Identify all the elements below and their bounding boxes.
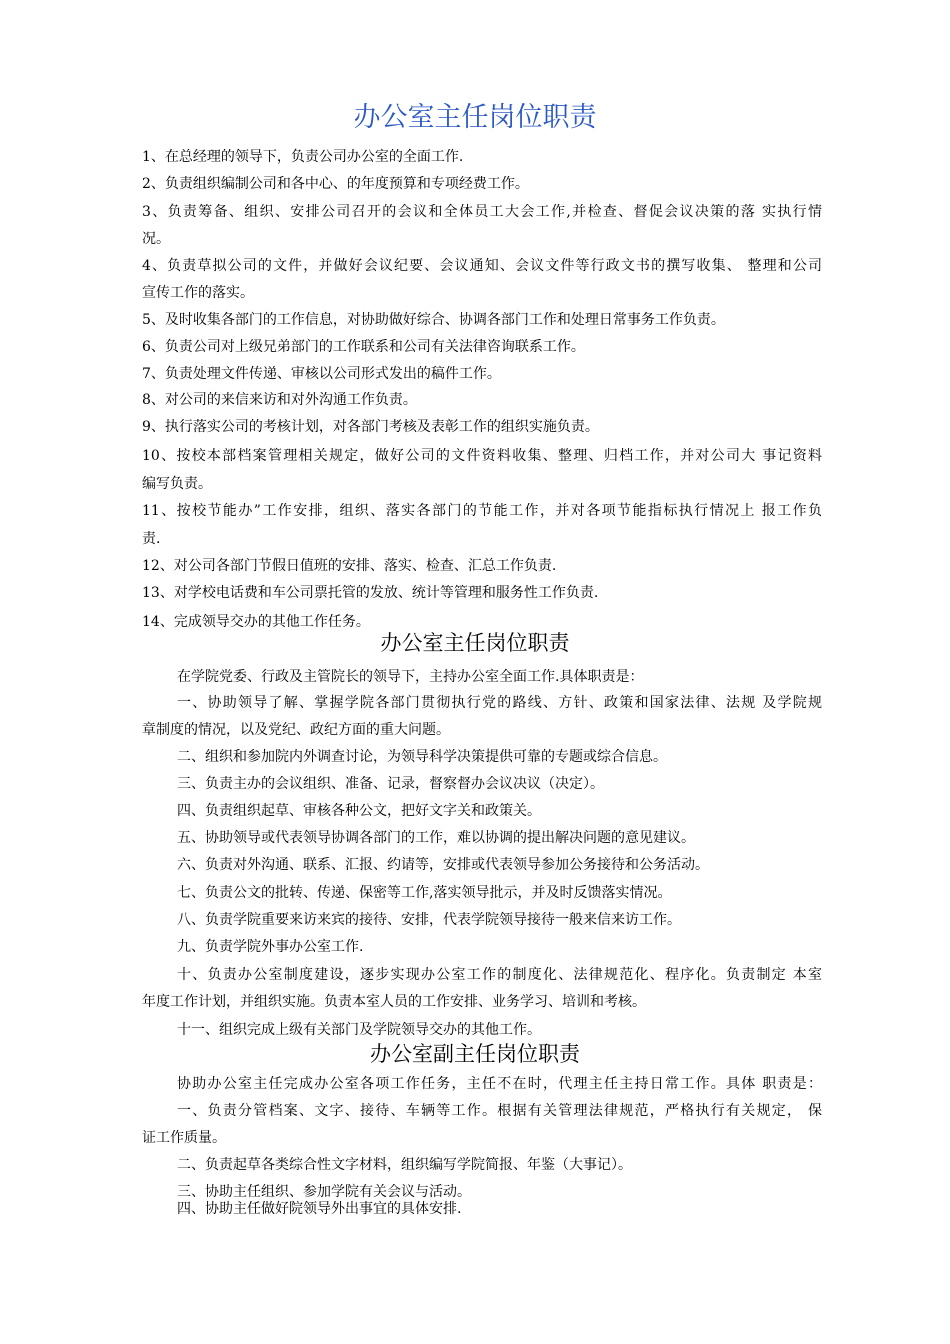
s1-line-1: 1、在总经理的领导下，负责公司办公室的全面工作.: [142, 149, 464, 165]
section3-title: 办公室副主任岗位职责: [370, 1042, 580, 1066]
s3-item-2: 二、负责起草各类综合性文字材料，组织编写学院简报、年鉴（大事记）。: [177, 1157, 632, 1173]
s2-item-11: 十一、组织完成上级有关部门及学院领导交办的其他工作。: [177, 1022, 541, 1038]
s1-line-2: 2、负责组织编制公司和各中心、的年度预算和专项经费工作。: [142, 176, 529, 192]
s1-line-4: 4、负责草拟公司的文件，并做好会议纪要、会议通知、会议文件等行政文书的撰写收集、 整理和公司: [142, 258, 822, 274]
s2-intro: 在学院党委、行政及主管院长的领导下，主持办公室全面工作.具体职责是：: [177, 669, 644, 685]
s2-item-4: 四、负责组织起草、审核各种公文，把好文字关和政策关。: [177, 803, 541, 819]
s3-item-3: 三、协助主任组织、参加学院有关会议与活动。: [177, 1184, 471, 1200]
s2-item-3: 三、负责主办的会议组织、准备、记录，督察督办会议决议（决定）。: [177, 776, 604, 792]
s2-item-9: 九、负责学院外事办公室工作.: [177, 939, 364, 955]
s2-item-6: 六、负责对外沟通、联系、汇报、约请等，安排或代表领导参加公务接待和公务活动。: [177, 857, 709, 873]
s2-item-1: 一、协助领导了解、掌握学院各部门贯彻执行党的路线、方针、政策和国家法律、法规 及学院规: [177, 695, 822, 711]
s3-intro: 协助办公室主任完成办公室各项工作任务，主任不在时，代理主任主持日常工作。具体 职责是：: [177, 1076, 822, 1092]
section1-title: 办公室主任岗位职责: [353, 102, 597, 133]
s1-line-6: 6、负责公司对上级兄弟部门的工作联系和公司有关法律咨询联系工作。: [142, 339, 585, 355]
s1-line-14: 14、完成领导交办的其他工作任务。: [142, 614, 370, 630]
s1-line-9: 9、执行落实公司的考核计划，对各部门考核及表彰工作的组织实施负责。: [142, 419, 599, 435]
s2-item-1-cont: 章制度的情况，以及党纪、政纪方面的重大问题。: [142, 722, 450, 738]
s1-line-7: 7、负责处理文件传递、审核以公司形式发出的稿件工作。: [142, 366, 501, 382]
s2-item-2: 二、组织和参加院内外调查讨论，为领导科学决策提供可靠的专题或综合信息。: [177, 749, 667, 765]
s1-line-3-cont: 况。: [142, 231, 170, 247]
s2-item-10: 十、负责办公室制度建设，逐步实现办公室工作的制度化、法律规范化、程序化。负责制定 本室: [177, 967, 822, 983]
s3-item-1-cont: 证工作质量。: [142, 1130, 226, 1146]
s3-item-1: 一、负责分管档案、文字、接待、车辆等工作。根据有关管理法律规范，严格执行有关规定， 保: [177, 1103, 822, 1119]
section2-title: 办公室主任岗位职责: [380, 631, 570, 655]
s2-item-7: 七、负责公文的批转、传递、保密等工作,落实领导批示，并及时反馈落实情况。: [177, 885, 672, 901]
s1-line-3: 3、负责筹备、组织、安排公司召开的会议和全体员工大会工作,并检查、督促会议决策的落 实执行情: [142, 204, 822, 220]
s2-item-10-cont: 年度工作计划，并组织实施。负责本室人员的工作安排、业务学习、培训和考核。: [142, 994, 646, 1010]
s1-line-8: 8、对公司的来信来访和对外沟通工作负责。: [142, 392, 417, 408]
s1-line-10-cont: 编写负责。: [142, 476, 212, 492]
s1-line-5: 5、及时收集各部门的工作信息，对协助做好综合、协调各部门工作和处理日常事务工作负责。: [142, 312, 725, 328]
s2-item-5: 五、协助领导或代表领导协调各部门的工作，难以协调的提出解决问题的意见建议。: [177, 830, 695, 846]
s3-item-4: 四、协助主任做好院领导外出事宜的具体安排.: [177, 1201, 462, 1217]
s1-line-10: 10、按校本部档案管理相关规定，做好公司的文件资料收集、整理、归档工作，并对公司大 事记资料: [142, 448, 822, 464]
s2-item-8: 八、负责学院重要来访来宾的接待、安排，代表学院领导接待一般来信来访工作。: [177, 912, 681, 928]
s1-line-11-cont: 责.: [142, 531, 161, 547]
s1-line-13: 13、对学校电话费和车公司票托管的发放、统计等管理和服务性工作负责.: [142, 585, 599, 601]
s1-line-4-cont: 宣传工作的落实。: [142, 285, 254, 301]
s1-line-11: 11、按校节能办”工作安排，组织、落实各部门的节能工作，并对各项节能指标执行情况上 报工作负: [142, 503, 822, 519]
s1-line-12: 12、对公司各部门节假日值班的安排、落实、检查、汇总工作负责.: [142, 558, 557, 574]
